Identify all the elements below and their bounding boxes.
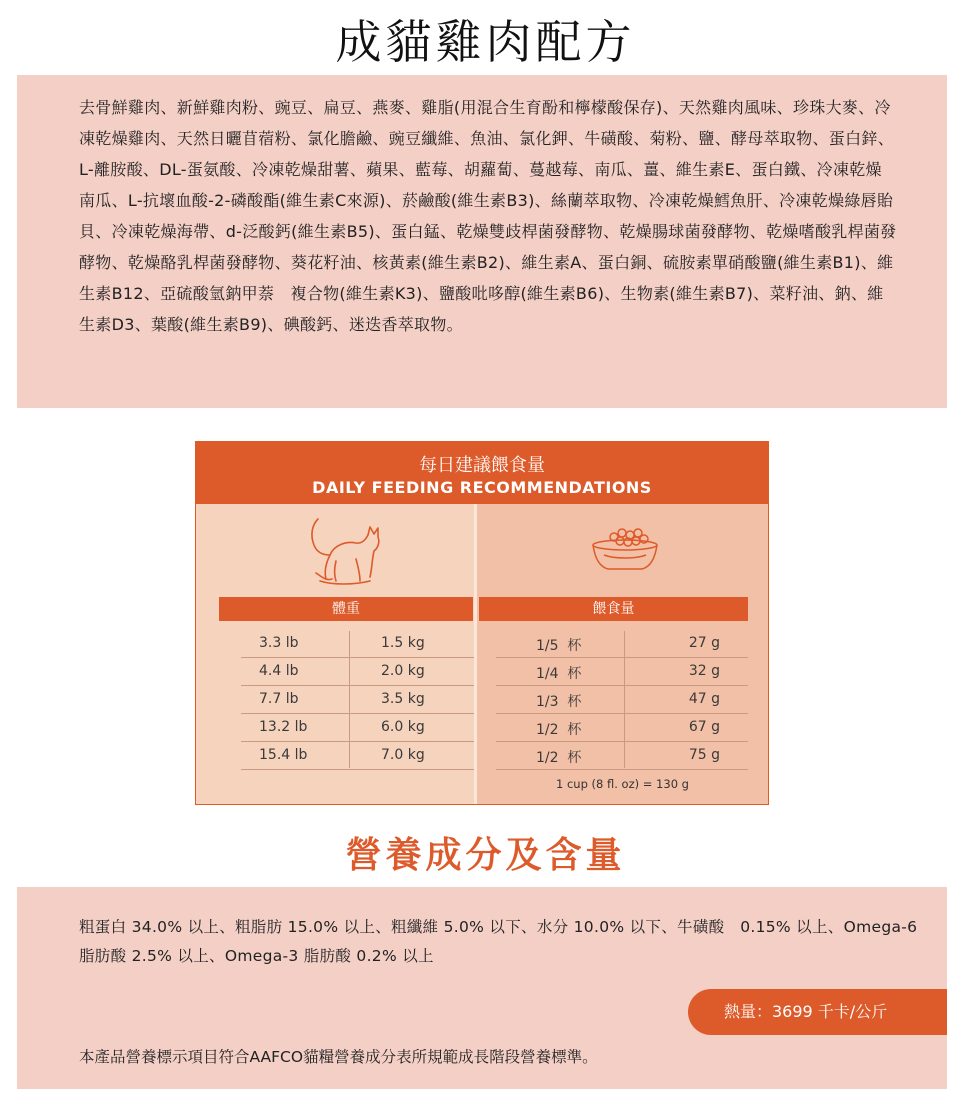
weight-lb: 3.3 lb — [259, 635, 299, 651]
food-bowl-icon — [590, 527, 660, 573]
cup-conversion-note: 1 cup (8 fl. oz) = 130 g — [556, 777, 689, 791]
calories-badge: 熱量：3699 千卡/公斤 — [688, 989, 947, 1035]
nutrition-title: 營養成分及含量 — [345, 835, 626, 876]
weight-kg: 1.5 kg — [381, 635, 425, 651]
cat-icon — [304, 515, 384, 587]
feeding-card-header — [196, 442, 768, 504]
weight-row — [241, 659, 474, 686]
feeding-cups: 1/5 杯 — [536, 638, 582, 654]
feeding-grams: 75 g — [688, 747, 720, 763]
weight-header: 體重 — [219, 597, 473, 621]
feeding-row — [496, 743, 748, 770]
nutrition-panel — [17, 887, 947, 1089]
nutrition-text: 粗蛋白 34.0% 以上、粗脂肪 15.0% 以上、粗纖維 5.0% 以下、水分 10.0% 以下、牛磺酸 0.15% 以上、Omega-6 脂肪酸 2.5% 以上、Omega-3 脂肪酸 0.2% 以上 — [79, 918, 918, 965]
weight-kg: 3.5 kg — [381, 691, 425, 707]
weight-divider-line — [349, 631, 350, 768]
feeding-title-zh: 每日建議餵食量 — [419, 455, 545, 476]
feeding-cups: 1/4 杯 — [536, 666, 582, 682]
feeding-title-en: DAILY FEEDING RECOMMENDATIONS — [312, 478, 652, 497]
aafco-footnote: 本產品營養標示項目符合AAFCO貓糧營養成分表所規範成長階段營養標準。 — [79, 1048, 598, 1066]
weight-row — [241, 743, 474, 770]
ingredients-panel — [17, 75, 947, 408]
feeding-cups: 1/2 杯 — [536, 750, 582, 766]
weight-row — [241, 715, 474, 742]
feeding-row — [496, 687, 748, 714]
weight-row — [241, 687, 474, 714]
page-title: 成貓雞肉配方 — [335, 15, 636, 69]
weight-kg: 7.0 kg — [381, 747, 425, 763]
feeding-card — [195, 441, 769, 805]
feeding-grams: 47 g — [688, 691, 720, 707]
weight-row — [241, 631, 474, 658]
feeding-cups: 1/3 杯 — [536, 694, 582, 710]
weight-kg: 6.0 kg — [381, 719, 425, 735]
feeding-grams: 32 g — [688, 663, 720, 679]
weight-kg: 2.0 kg — [381, 663, 425, 679]
food-amount-header: 餵食量 — [479, 597, 748, 621]
feeding-row — [496, 715, 748, 742]
weight-lb: 15.4 lb — [259, 747, 308, 763]
feeding-grams: 67 g — [688, 719, 720, 735]
feeding-cups: 1/2 杯 — [536, 722, 582, 738]
feeding-grams: 27 g — [688, 635, 720, 651]
feeding-row — [496, 659, 748, 686]
feeding-row — [496, 631, 748, 658]
ingredients-text: 去骨鮮雞肉、新鮮雞肉粉、豌豆、扁豆、燕麥、雞脂(用混合生育酚和檸檬酸保存)、天然雞肉風味、珍珠大麥、冷凍乾燥雞肉、天然日曬苜蓿粉、氯化膽鹼、豌豆纖維、魚油、氯化鉀、牛磺酸、菊粉、鹽、酵母萃取物、蛋白鋅、L-離胺酸、DL-蛋氨酸、冷凍乾燥甜薯、蘋果、藍莓、胡蘿蔔、蔓越莓、南瓜、薑、維生素E、蛋白鐵、冷凍乾燥南瓜、L-抗壞血酸-2-磷酸酯(維生素C來源)、菸鹼酸(維生素B3)、絲蘭萃取物、冷凍乾燥鱈魚肝、冷凍乾燥綠唇貽貝、冷凍乾燥海帶、d-泛酸鈣(維生素B5)、蛋白錳、乾燥雙歧桿菌發酵物、乾燥腸球菌發酵物、乾燥嗜酸乳桿菌發酵物、乾燥酪乳桿菌發酵物、葵花籽油、核黃素(維生素B2)、維生素A、蛋白銅、硫胺素單硝酸鹽(維生素B1)、維生素B12、亞硫酸氫鈉甲萘 複合物(維生素K3)、鹽酸吡哆醇(維生素B6)、生物素(維生素B7)、菜籽油、鈉、維生素D3、葉酸(維生素B9)、碘酸鈣、迷迭香萃取物。 — [79, 98, 897, 334]
weight-lb: 4.4 lb — [259, 663, 299, 679]
food-divider-line — [624, 631, 625, 768]
weight-lb: 13.2 lb — [259, 719, 308, 735]
weight-lb: 7.7 lb — [259, 691, 299, 707]
